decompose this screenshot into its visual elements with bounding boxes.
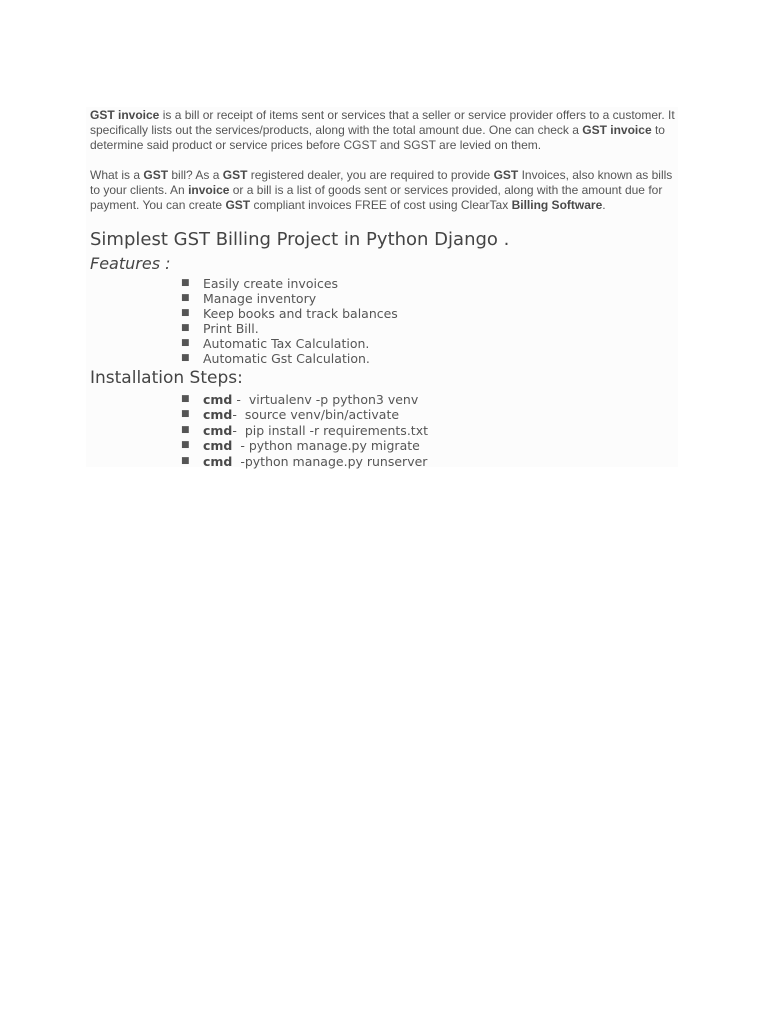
bullet-icon: ■ — [181, 394, 190, 404]
bold-term: GST — [493, 168, 519, 182]
bold-term: GST invoice — [582, 123, 652, 137]
command-text: -python manage.py runserver — [232, 453, 428, 469]
list-item — [86, 407, 428, 422]
list-item — [86, 336, 398, 351]
command-text: - source venv/bin/activate — [232, 407, 400, 423]
list-item — [86, 392, 428, 407]
intro-paragraph-2 — [90, 168, 678, 213]
paragraph-text: . — [602, 198, 606, 212]
command-text: - pip install -r requirements.txt — [232, 422, 428, 438]
command-text: - virtualenv -p python3 venv — [232, 392, 419, 407]
list-item — [86, 438, 428, 453]
bullet-icon: ■ — [181, 278, 190, 288]
paragraph-text: to determine said product or service prices before CGST and SGST are levied on them. — [90, 123, 665, 152]
command-label: cmd — [203, 407, 233, 423]
bullet-icon: ■ — [181, 440, 190, 451]
bullet-icon: ■ — [181, 455, 190, 466]
command-label: cmd — [203, 453, 233, 469]
paragraph-text: bill? As a — [168, 168, 223, 182]
list-item-text: Automatic Tax Calculation. — [203, 336, 370, 351]
bold-term: Billing Software — [511, 198, 603, 212]
list-item-text: Keep books and track balances — [203, 306, 398, 321]
bold-term: GST — [225, 198, 251, 212]
list-item — [86, 291, 398, 306]
paragraph-text: registered dealer, you are required to provide — [247, 168, 494, 182]
list-item — [86, 351, 398, 366]
bullet-icon: ■ — [181, 308, 190, 318]
list-item-text: Easily create invoices — [203, 276, 339, 291]
bullet-icon: ■ — [181, 409, 190, 420]
document-content — [86, 107, 678, 467]
list-item — [86, 423, 428, 438]
command-label: cmd — [203, 438, 233, 454]
bold-term: GST — [143, 168, 169, 182]
bullet-icon: ■ — [181, 424, 190, 435]
list-item — [86, 321, 398, 336]
paragraph-text: What is a — [90, 168, 144, 182]
bullet-icon: ■ — [181, 323, 190, 333]
bold-term: GST — [222, 168, 248, 182]
bold-term: invoice — [188, 183, 230, 197]
list-item — [86, 306, 398, 321]
paragraph-text: is a bill or receipt of items sent or services that a seller or service provider offers to a customer. It specifically lists out the services/products, along with the total amount due. One can check a — [90, 108, 675, 137]
command-label: cmd — [203, 392, 233, 407]
list-item — [86, 454, 428, 469]
paragraph-text: Invoices, also known as bills to your clients. An — [90, 168, 673, 197]
list-item-text: Automatic Gst Calculation. — [203, 351, 370, 366]
paragraph-text: compliant invoices FREE of cost using ClearTax — [250, 198, 512, 212]
bold-term: GST invoice — [90, 108, 160, 122]
page-title: Simplest GST Billing Project in Python Django . — [90, 229, 510, 250]
bullet-icon: ■ — [181, 293, 190, 303]
paragraph-text: or a bill is a list of goods sent or services provided, along with the amount due for payment. You can create — [90, 183, 663, 212]
list-item-text: Print Bill. — [203, 321, 259, 336]
list-item — [86, 276, 398, 291]
features-heading: Features : — [90, 254, 171, 273]
bullet-icon: ■ — [181, 353, 190, 363]
installation-steps-list — [86, 392, 428, 469]
installation-heading: Installation Steps: — [90, 368, 243, 388]
intro-paragraph-1 — [90, 108, 678, 153]
features-list — [86, 276, 398, 366]
command-text: - python manage.py migrate — [232, 438, 420, 454]
command-label: cmd — [203, 422, 233, 438]
list-item-text: Manage inventory — [203, 291, 317, 306]
bullet-icon: ■ — [181, 338, 190, 348]
